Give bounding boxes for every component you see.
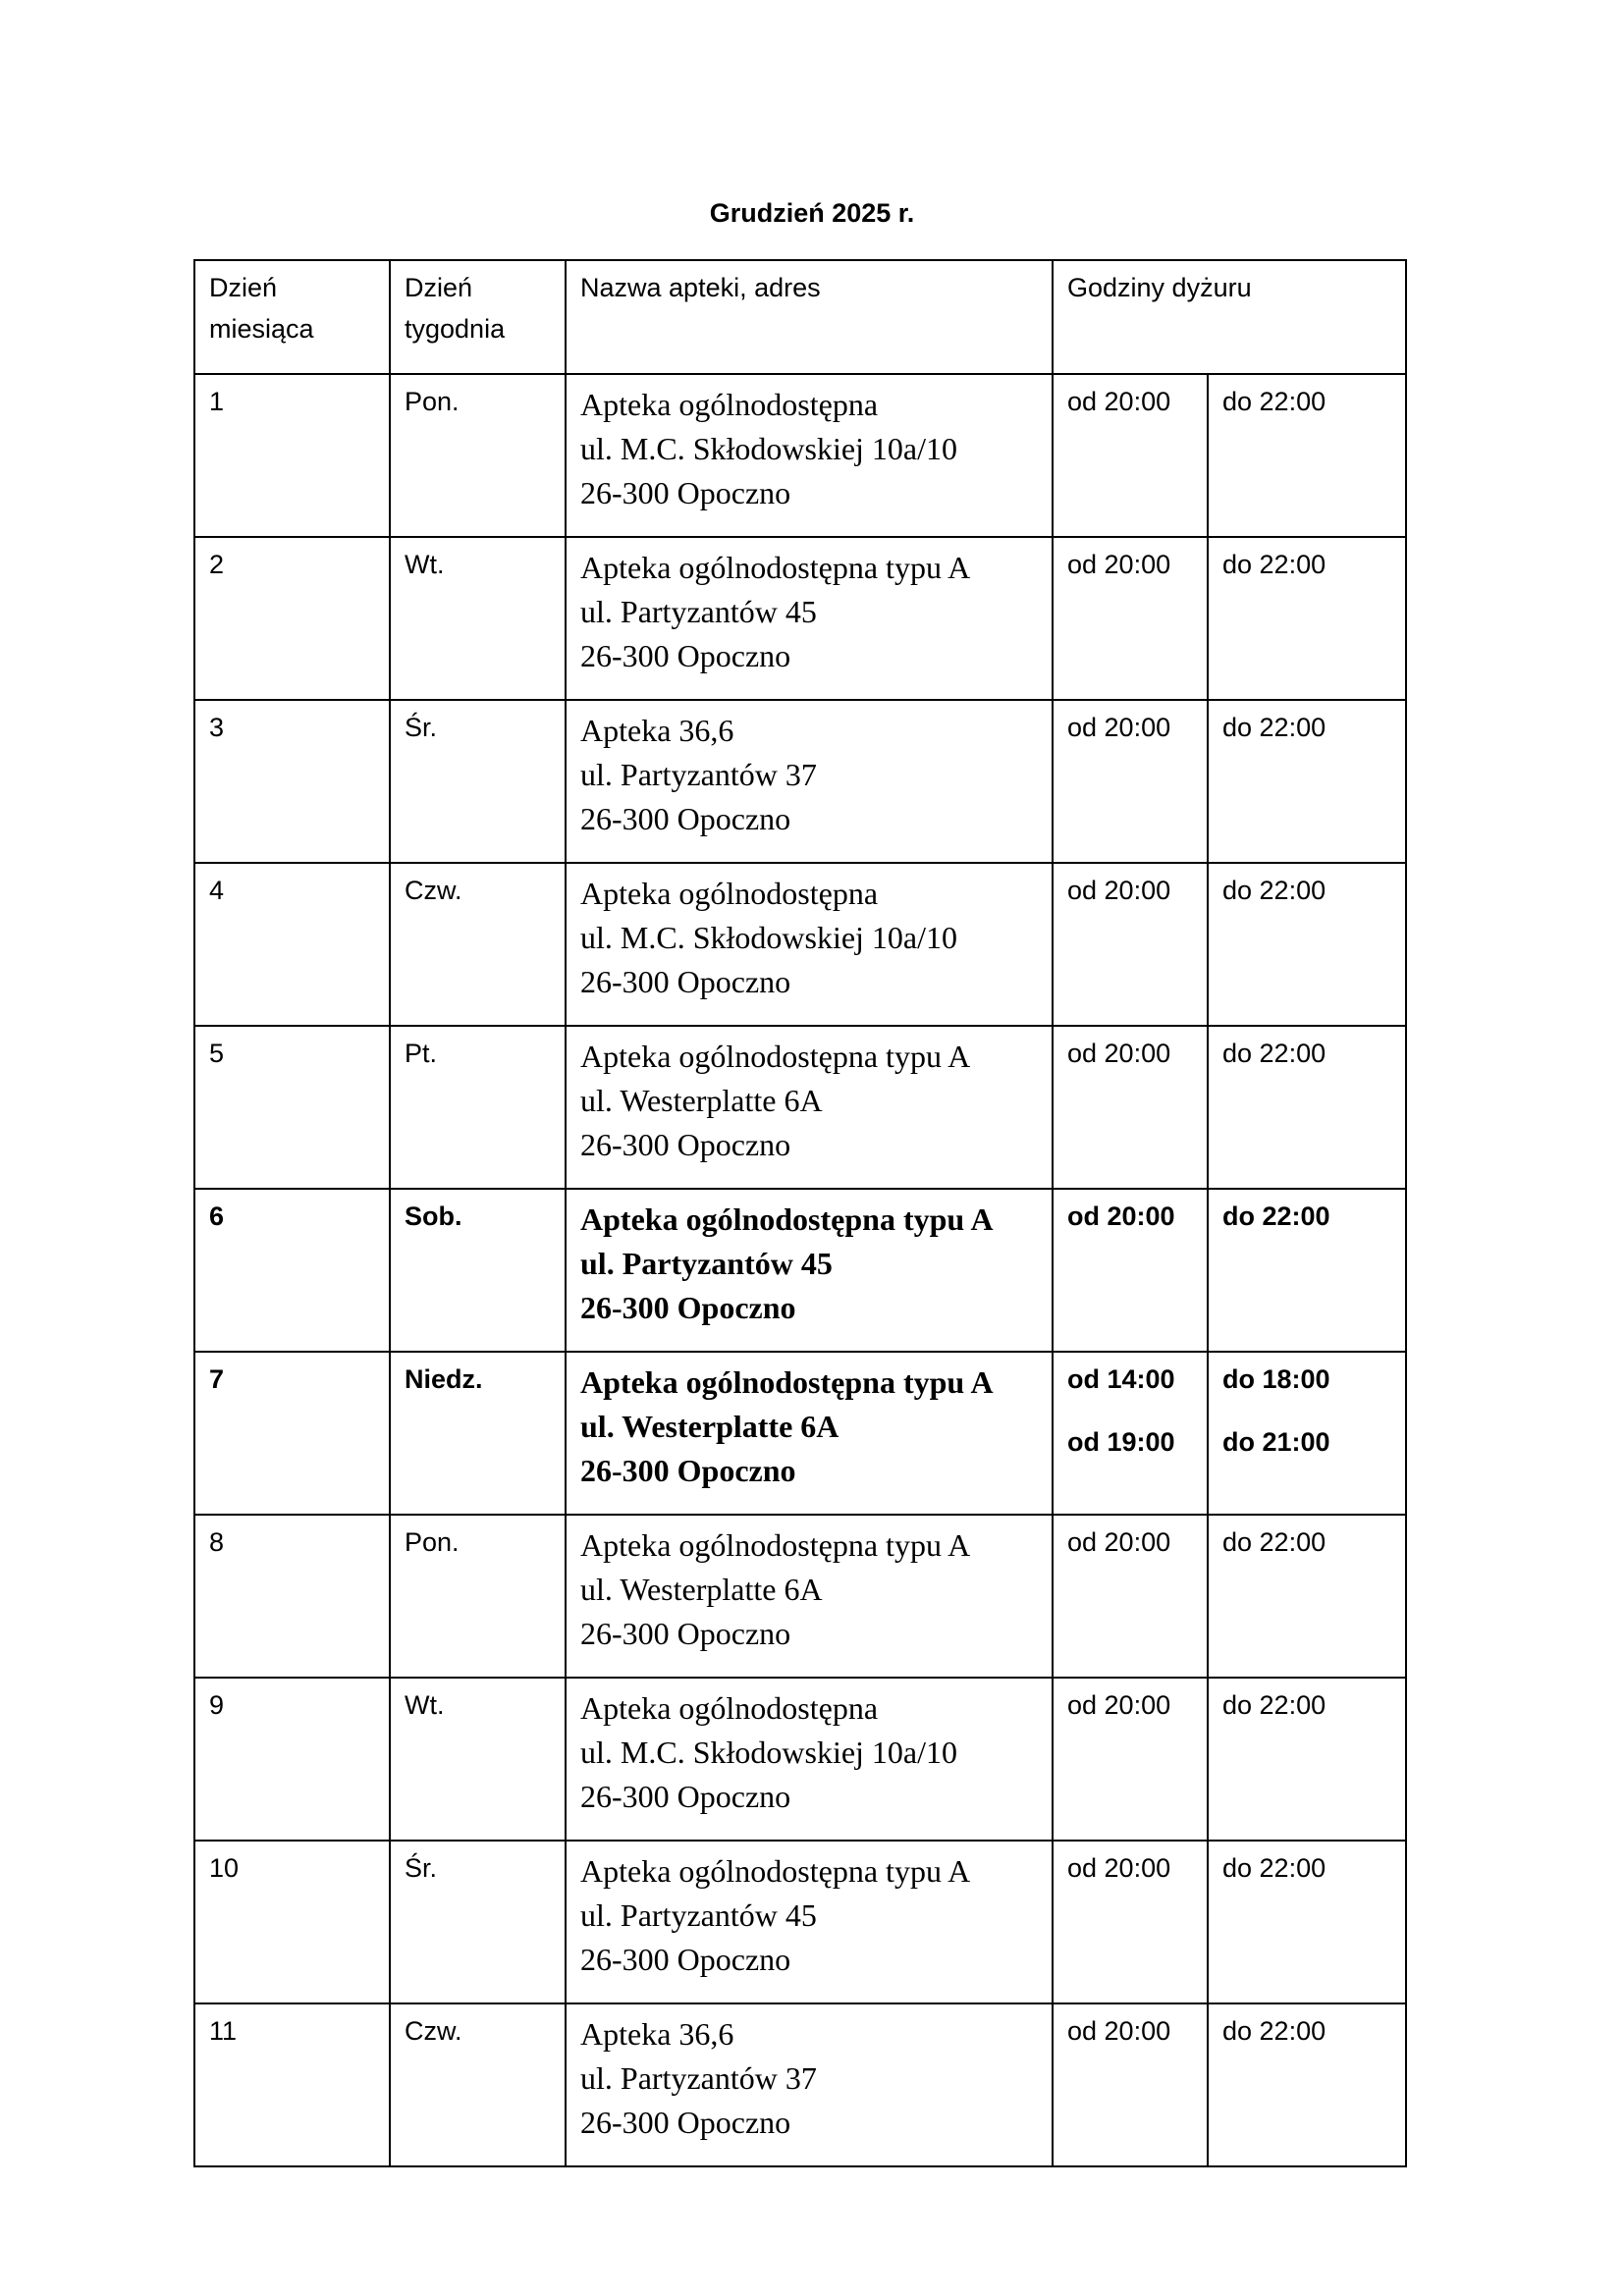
- day-number: 7: [209, 1364, 225, 1394]
- pharmacy-street: ul. M.C. Skłodowskiej 10a/10: [580, 431, 958, 466]
- pharmacy-cell: [566, 1352, 1053, 1515]
- day-number: 11: [209, 2016, 238, 2046]
- pharmacy-name: Apteka 36,6: [580, 713, 734, 748]
- pharmacy-name: Apteka ogólnodostępna: [580, 876, 879, 911]
- weekday-cell: [390, 2003, 566, 2166]
- table-row-day-2: [194, 537, 1406, 700]
- weekday-cell: [390, 374, 566, 537]
- pharmacy-name: Apteka ogólnodostępna typu A: [580, 1853, 971, 1889]
- pharmacy-street: ul. Partyzantów 37: [580, 757, 817, 792]
- day-number: 10: [209, 1853, 240, 1883]
- pharmacy-city: 26-300 Opoczno: [580, 1942, 791, 1977]
- weekday-cell: [390, 700, 566, 863]
- pharmacy-street: ul. M.C. Skłodowskiej 10a/10: [580, 1735, 958, 1770]
- weekday-label: Pon.: [405, 387, 460, 416]
- hours-to: do 22:00: [1222, 387, 1326, 416]
- day-number: 5: [209, 1039, 225, 1068]
- pharmacy-name: Apteka ogólnodostępna: [580, 1690, 879, 1726]
- header-weekday-line2: tygodnia: [405, 314, 506, 344]
- hours-from-cell: [1053, 2003, 1208, 2166]
- pharmacy-cell: [566, 1189, 1053, 1352]
- header-weekday: [390, 260, 566, 374]
- header-day-of-month-line1: Dzień: [209, 273, 278, 302]
- pharmacy-cell: [566, 2003, 1053, 2166]
- day-cell: [194, 1352, 390, 1515]
- weekday-label: Sob.: [405, 1201, 462, 1231]
- hours-to-cell: [1208, 863, 1406, 1026]
- hours-from: od 20:00: [1067, 2016, 1171, 2046]
- pharmacy-city: 26-300 Opoczno: [580, 475, 791, 510]
- weekday-cell: [390, 1026, 566, 1189]
- day-number: 1: [209, 387, 225, 416]
- pharmacy-cell: [566, 1026, 1053, 1189]
- header-hours: [1053, 260, 1406, 374]
- hours-to: do 22:00: [1222, 876, 1326, 905]
- table-row-day-6: [194, 1189, 1406, 1352]
- hours-to: do 22:00: [1222, 713, 1326, 742]
- day-number: 9: [209, 1690, 225, 1720]
- pharmacy-name: Apteka ogólnodostępna typu A: [580, 1527, 971, 1563]
- duty-schedule-table: [193, 259, 1407, 2167]
- pharmacy-cell: [566, 700, 1053, 863]
- hours-to-cell: [1208, 700, 1406, 863]
- pharmacy-street: ul. Partyzantów 45: [580, 1897, 817, 1933]
- hours-to: do 22:00: [1222, 1039, 1326, 1068]
- header-pharmacy-label: Nazwa apteki, adres: [580, 273, 821, 302]
- day-number: 2: [209, 550, 225, 579]
- weekday-cell: [390, 1352, 566, 1515]
- hours-to: do 22:00: [1222, 1690, 1326, 1720]
- weekday-label: Wt.: [405, 550, 445, 579]
- hours-from-cell: [1053, 537, 1208, 700]
- weekday-label: Śr.: [405, 713, 438, 742]
- weekday-label: Czw.: [405, 2016, 462, 2046]
- day-number: 3: [209, 713, 225, 742]
- pharmacy-city: 26-300 Opoczno: [580, 638, 791, 673]
- pharmacy-cell: [566, 863, 1053, 1026]
- pharmacy-street: ul. Westerplatte 6A: [580, 1572, 823, 1607]
- hours-from-cell: [1053, 863, 1208, 1026]
- hours-from-cell: [1053, 1841, 1208, 2003]
- pharmacy-street: ul. M.C. Skłodowskiej 10a/10: [580, 920, 958, 955]
- pharmacy-name: Apteka ogólnodostępna typu A: [580, 1201, 994, 1237]
- weekday-label: Czw.: [405, 876, 462, 905]
- pharmacy-street: ul. Partyzantów 37: [580, 2060, 817, 2096]
- hours-from: od 20:00: [1067, 1527, 1171, 1557]
- hours-from-cell: [1053, 1352, 1208, 1515]
- hours-from: od 20:00: [1067, 876, 1171, 905]
- hours-from: od 20:00: [1067, 713, 1171, 742]
- header-day-of-month-line2: miesiąca: [209, 314, 314, 344]
- pharmacy-street: ul. Westerplatte 6A: [580, 1409, 839, 1444]
- table-row-day-5: [194, 1026, 1406, 1189]
- hours-from: od 20:00: [1067, 1853, 1171, 1883]
- hours-to-cell: [1208, 374, 1406, 537]
- pharmacy-city: 26-300 Opoczno: [580, 801, 791, 836]
- weekday-cell: [390, 863, 566, 1026]
- day-number: 4: [209, 876, 225, 905]
- pharmacy-name: Apteka ogólnodostępna typu A: [580, 1364, 994, 1400]
- weekday-cell: [390, 1515, 566, 1678]
- hours-to-cell: [1208, 537, 1406, 700]
- day-cell: [194, 1189, 390, 1352]
- hours-from: od 20:00: [1067, 1201, 1175, 1231]
- day-cell: [194, 374, 390, 537]
- hours-to: do 22:00: [1222, 550, 1326, 579]
- table-row-day-8: [194, 1515, 1406, 1678]
- weekday-label: Wt.: [405, 1690, 445, 1720]
- hours-from-second: od 19:00: [1067, 1427, 1175, 1457]
- weekday-label: Pt.: [405, 1039, 438, 1068]
- day-cell: [194, 2003, 390, 2166]
- hours-to-cell: [1208, 1515, 1406, 1678]
- pharmacy-city: 26-300 Opoczno: [580, 964, 791, 999]
- hours-to-cell: [1208, 1026, 1406, 1189]
- pharmacy-city: 26-300 Opoczno: [580, 2105, 791, 2140]
- hours-from-cell: [1053, 1026, 1208, 1189]
- day-cell: [194, 1841, 390, 2003]
- weekday-cell: [390, 1841, 566, 2003]
- table-row-day-3: [194, 700, 1406, 863]
- pharmacy-city: 26-300 Opoczno: [580, 1290, 796, 1325]
- hours-to-second: do 21:00: [1222, 1427, 1330, 1457]
- weekday-cell: [390, 537, 566, 700]
- header-pharmacy: [566, 260, 1053, 374]
- table-row-day-10: [194, 1841, 1406, 2003]
- day-cell: [194, 1026, 390, 1189]
- hours-to: do 22:00: [1222, 1201, 1330, 1231]
- pharmacy-city: 26-300 Opoczno: [580, 1779, 791, 1814]
- day-cell: [194, 1515, 390, 1678]
- pharmacy-city: 26-300 Opoczno: [580, 1453, 796, 1488]
- weekday-cell: [390, 1189, 566, 1352]
- hours-to-cell: [1208, 1841, 1406, 2003]
- pharmacy-name: Apteka ogólnodostępna: [580, 387, 879, 422]
- table-row-day-4: [194, 863, 1406, 1026]
- hours-to: do 18:00: [1222, 1364, 1330, 1394]
- hours-from: od 14:00: [1067, 1364, 1175, 1394]
- pharmacy-city: 26-300 Opoczno: [580, 1127, 791, 1162]
- hours-from-cell: [1053, 1678, 1208, 1841]
- page-title: Grudzień 2025 r.: [709, 198, 915, 228]
- weekday-cell: [390, 1678, 566, 1841]
- table-row-day-1: [194, 374, 1406, 537]
- hours-from: od 20:00: [1067, 1690, 1171, 1720]
- pharmacy-name: Apteka ogólnodostępna typu A: [580, 550, 971, 585]
- hours-from-cell: [1053, 1515, 1208, 1678]
- hours-from: od 20:00: [1067, 1039, 1171, 1068]
- hours-to-cell: [1208, 1678, 1406, 1841]
- hours-to-cell: [1208, 1352, 1406, 1515]
- weekday-label: Śr.: [405, 1853, 438, 1883]
- hours-to-cell: [1208, 1189, 1406, 1352]
- day-cell: [194, 863, 390, 1026]
- pharmacy-cell: [566, 1678, 1053, 1841]
- hours-to: do 22:00: [1222, 1527, 1326, 1557]
- table-row-day-7: [194, 1352, 1406, 1515]
- pharmacy-cell: [566, 1515, 1053, 1678]
- pharmacy-cell: [566, 374, 1053, 537]
- hours-from-cell: [1053, 374, 1208, 537]
- hours-from: od 20:00: [1067, 550, 1171, 579]
- hours-to: do 22:00: [1222, 1853, 1326, 1883]
- pharmacy-street: ul. Partyzantów 45: [580, 594, 817, 629]
- table-row-day-11: [194, 2003, 1406, 2166]
- hours-from: od 20:00: [1067, 387, 1171, 416]
- weekday-label: Pon.: [405, 1527, 460, 1557]
- hours-from-cell: [1053, 1189, 1208, 1352]
- table-row-day-9: [194, 1678, 1406, 1841]
- day-cell: [194, 1678, 390, 1841]
- pharmacy-cell: [566, 537, 1053, 700]
- header-weekday-line1: Dzień: [405, 273, 473, 302]
- pharmacy-name: Apteka 36,6: [580, 2016, 734, 2052]
- day-number: 6: [209, 1201, 225, 1231]
- hours-to-cell: [1208, 2003, 1406, 2166]
- day-cell: [194, 537, 390, 700]
- hours-to: do 22:00: [1222, 2016, 1326, 2046]
- hours-from-cell: [1053, 700, 1208, 863]
- pharmacy-street: ul. Westerplatte 6A: [580, 1083, 823, 1118]
- pharmacy-city: 26-300 Opoczno: [580, 1616, 791, 1651]
- header-hours-label: Godziny dyżuru: [1067, 273, 1252, 302]
- day-cell: [194, 700, 390, 863]
- day-number: 8: [209, 1527, 225, 1557]
- weekday-label: Niedz.: [405, 1364, 483, 1394]
- pharmacy-street: ul. Partyzantów 45: [580, 1246, 833, 1281]
- pharmacy-name: Apteka ogólnodostępna typu A: [580, 1039, 971, 1074]
- header-day-of-month: [194, 260, 390, 374]
- pharmacy-cell: [566, 1841, 1053, 2003]
- table-header-row: [194, 260, 1406, 374]
